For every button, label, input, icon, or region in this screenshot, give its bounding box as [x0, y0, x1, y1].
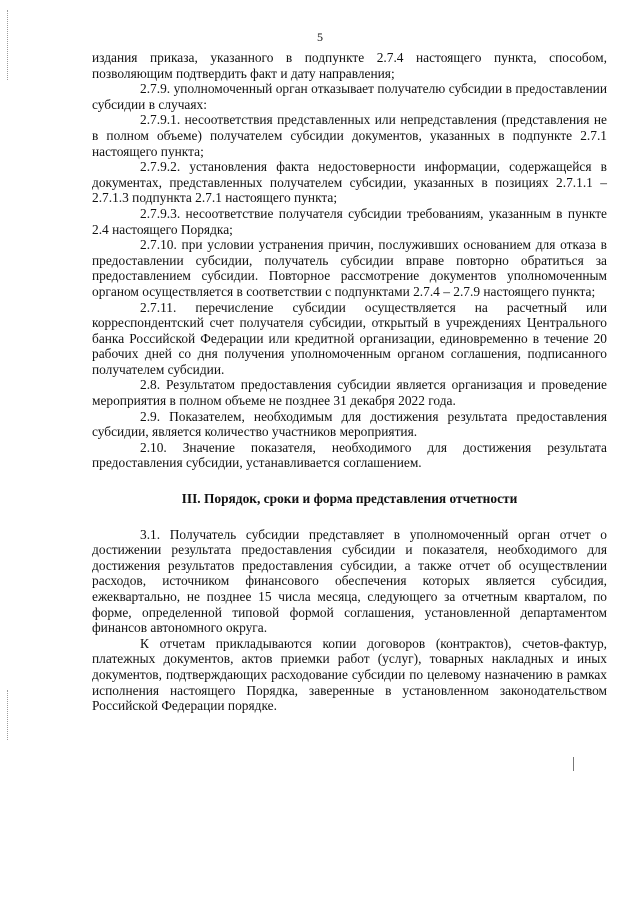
- scan-mark: [573, 757, 574, 771]
- paragraph: издания приказа, указанного в подпункте 2.7.4 настоящего пункта, способом, позволяющим подтвердить факт и дату направления;: [92, 50, 607, 81]
- paragraph: 3.1. Получатель субсидии представляет в уполномоченный орган отчет о достижении результата предоставления субсидии и показателя, необходимого для достижения результатов предоставления субсидии, а также отчет об осуществлении расходов, источником финансового обеспечения которых является субсидия, ежеквартально, не позднее 15 числа месяца, следующего за отчетным кварталом, по форме, определенной типовой формой соглашения, установленной департаментом финансов автономного округа.: [92, 526, 607, 636]
- paragraph: 2.7.10. при условии устранения причин, послуживших основанием для отказа в предоставлении субсидии, получатель субсидии вправе повторно обратиться за предоставлением субсидии. Повторное рассмотрение документов уполномоченным органом осуществляется в соответствии с подпунктами 2.7.4 – 2.7.9 настоящего пункта;: [92, 237, 607, 299]
- paragraph: 2.7.9.3. несоответствие получателя субсидии требованиям, указанным в пункте 2.4 настоящего Порядка;: [92, 205, 607, 237]
- document-body: [92, 50, 607, 714]
- paragraph: 2.7.11. перечисление субсидии осуществляется на расчетный или корреспондентский счет получателя субсидии, открытый в учреждениях Центрального банка Российской Федерации или кредитной организации, единовременно в течение 20 рабочих дней со дня получения уполномоченным органом соглашения, подписанного получателем субсидии.: [92, 299, 607, 377]
- paragraph: 2.8. Результатом предоставления субсидии является организация и проведение мероприятия в полном объеме не позднее 31 декабря 2022 года.: [92, 377, 607, 409]
- paragraph: 2.9. Показателем, необходимым для достижения результата предоставления субсидии, является количество участников мероприятия.: [92, 408, 607, 440]
- paragraph: 2.7.9. уполномоченный орган отказывает получателю субсидии в предоставлении субсидии в случаях:: [92, 81, 607, 112]
- section-heading: III. Порядок, сроки и форма представления отчетности: [181, 491, 518, 507]
- page-number: 5: [317, 30, 323, 44]
- paragraph: 2.7.9.1. несоответствия представленных или непредставления (представления не в полном объеме) получателем субсидии документов, указанных в подпункте 2.7.1 настоящего пункта;: [92, 112, 607, 159]
- paragraph: 2.10. Значение показателя, необходимого для достижения результата предоставления субсидии, устанавливается соглашением.: [92, 439, 607, 471]
- paragraph: К отчетам прикладываются копии договоров (контрактов), счетов-фактур, платежных документов, актов приемки работ (услуг), товарных накладных и иных документов, подтверждающих расходование субсидии по целевому назначению в рамках исполнения настоящего Порядка, заверенные в установленном законодательством Российской Федерации порядке.: [92, 635, 607, 714]
- scan-margin-artifact: [7, 690, 10, 740]
- paragraph: 2.7.9.2. установления факта недостоверности информации, содержащейся в документах, представленных получателем субсидии, указанных в позициях 2.7.1.1 – 2.7.1.3 подпункта 2.7.1 настоящего пункта;: [92, 159, 607, 206]
